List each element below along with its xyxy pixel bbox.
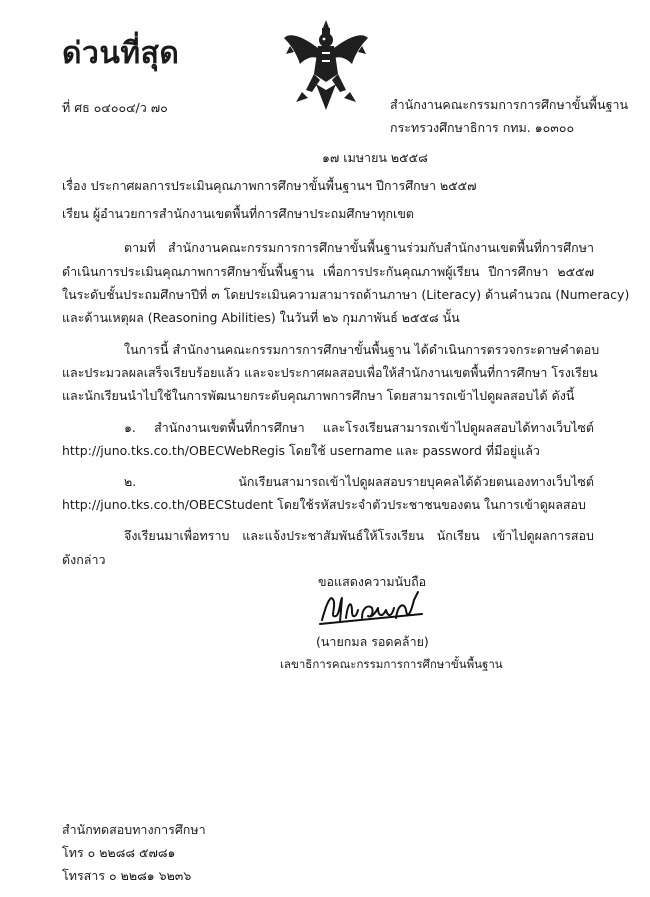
- footer-office: สำนักทดสอบทางการศึกษา: [62, 822, 206, 837]
- salutation: ขอแสดงความนับถือ: [318, 574, 427, 589]
- item-2-line: ๒. นักเรียนสามารถเข้าไปดูผลสอบรายบุคคลได้ด้วยตนเองทางเว็บไซต์: [124, 474, 594, 489]
- garuda-emblem-icon: [282, 18, 370, 112]
- item-1-line: ๑. สำนักงานเขตพื้นที่การศึกษา และโรงเรียนสามารถเข้าไปดูผลสอบได้ทางเว็บไซต์: [124, 420, 594, 435]
- handwritten-signature: [318, 588, 428, 628]
- reference-number: ที่ ศธ ๐๔๐๐๔/ว ๗๐: [62, 100, 168, 115]
- item-2-line: http://juno.tks.co.th/OBECStudent โดยใช้รหัสประจำตัวประชาชนของตน ในการเข้าดูผลสอบ: [62, 497, 586, 512]
- footer-fax: โทรสาร ๐ ๒๒๘๑ ๖๒๓๖: [62, 868, 192, 883]
- recipient-line: เรียน ผู้อำนวยการสำนักงานเขตพื้นที่การศึกษาประถมศึกษาทุกเขต: [62, 206, 414, 221]
- subject-line: เรื่อง ประกาศผลการประเมินคุณภาพการศึกษาขั้นพื้นฐานฯ ปีการศึกษา ๒๕๕๗: [62, 178, 477, 193]
- paragraph-1-line: และด้านเหตุผล (Reasoning Abilities) ในวันที่ ๒๖ กุมภาพันธ์ ๒๕๕๘ นั้น: [62, 310, 460, 325]
- paragraph-1-line: ในระดับชั้นประถมศึกษาปีที่ ๓ โดยประเมินความสามารถด้านภาษา (Literacy) ด้านคำนวณ (Numeracy): [62, 287, 630, 302]
- closing-line: ดังกล่าว: [62, 552, 106, 567]
- agency-name: สำนักงานคณะกรรมการการศึกษาขั้นพื้นฐาน: [390, 97, 629, 112]
- urgency-stamp: ด่วนที่สุด: [62, 36, 180, 71]
- item-1-line: http://juno.tks.co.th/OBECWebRegis โดยใช้ username และ password ที่มีอยู่แล้ว: [62, 443, 540, 458]
- paragraph-2-line: และประมวลผลเสร็จเรียบร้อยแล้ว และจะประกาศผลสอบเพื่อให้สำนักงานเขตพื้นที่การศึกษา โรงเรียน: [62, 365, 598, 380]
- document-date: ๑๗ เมษายน ๒๕๕๘: [322, 150, 428, 165]
- paragraph-1-line: ตามที่ สำนักงานคณะกรรมการการศึกษาขั้นพื้นฐานร่วมกับสำนักงานเขตพื้นที่การศึกษา: [124, 240, 594, 255]
- paragraph-2-line: ในการนี้ สำนักงานคณะกรรมการการศึกษาขั้นพื้นฐาน ได้ดำเนินการตรวจกระดาษคำตอบ: [124, 342, 600, 357]
- footer-phone: โทร ๐ ๒๒๘๘ ๕๗๘๑: [62, 845, 176, 860]
- signatory-position: เลขาธิการคณะกรรมการการศึกษาขั้นพื้นฐาน: [280, 657, 503, 671]
- paragraph-1-line: ดำเนินการประเมินคุณภาพการศึกษาขั้นพื้นฐาน เพื่อการประกันคุณภาพผู้เรียน ปีการศึกษา ๒๕๕๗: [62, 264, 594, 279]
- signatory-name: (นายกมล รอดคล้าย): [316, 634, 429, 649]
- paragraph-2-line: และนักเรียนนำไปใช้ในการพัฒนายกระดับคุณภาพการศึกษา โดยสามารถเข้าไปดูผลสอบได้ ดังนี้: [62, 388, 575, 403]
- closing-line: จึงเรียนมาเพื่อทราบ และแจ้งประชาสัมพันธ์ให้โรงเรียน นักเรียน เข้าไปดูผลการสอบ: [124, 528, 594, 543]
- agency-address: กระทรวงศึกษาธิการ กทม. ๑๐๓๐๐: [390, 120, 575, 135]
